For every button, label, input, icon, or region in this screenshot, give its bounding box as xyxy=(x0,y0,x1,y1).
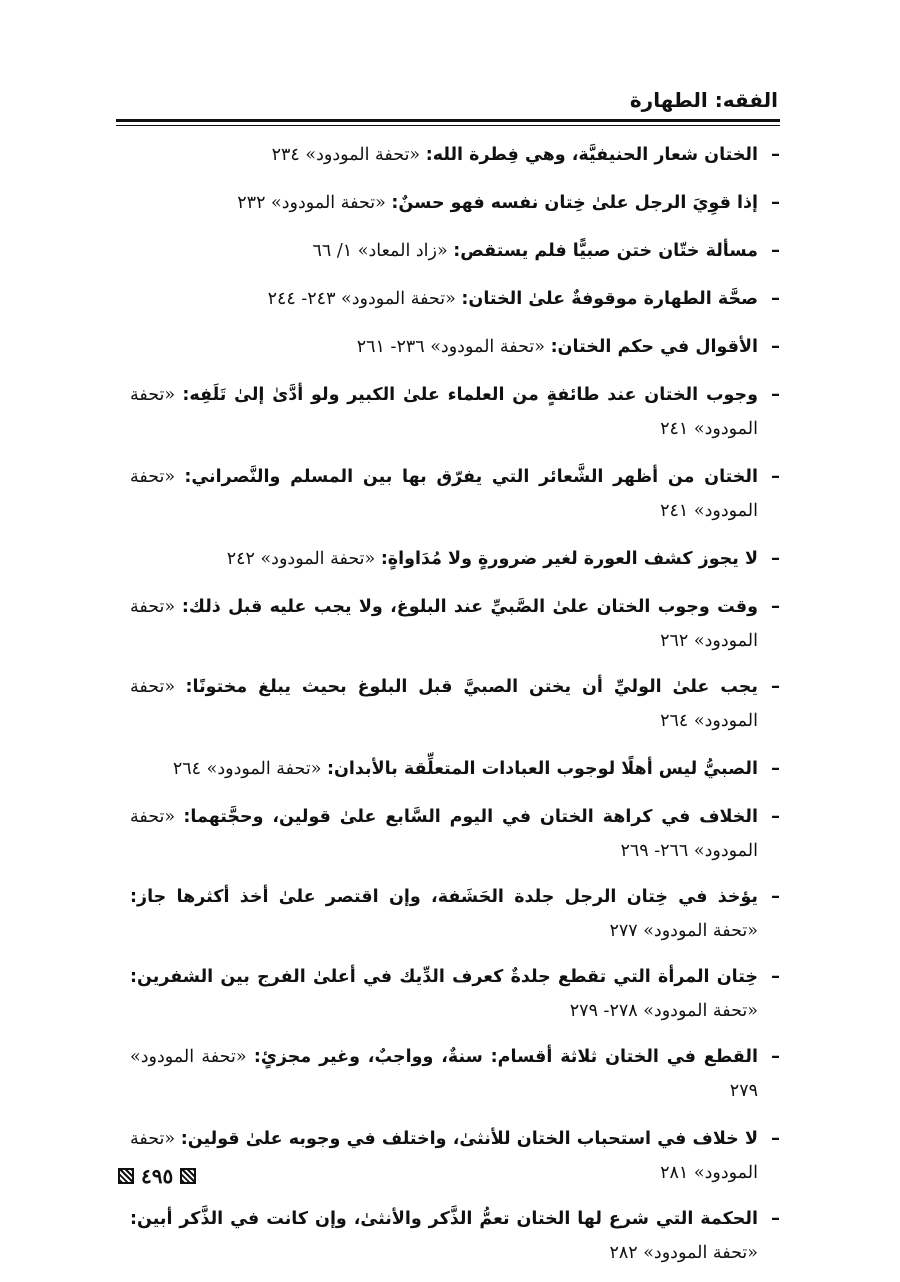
index-entry xyxy=(130,880,780,948)
ornament-icon xyxy=(180,1168,196,1184)
index-entry xyxy=(130,460,780,528)
entry-dash: – xyxy=(771,336,780,357)
index-entry xyxy=(130,330,780,364)
index-entry xyxy=(130,1122,780,1190)
entry-topic: يجب علىٰ الوليِّ أن يختن الصبيَّ قبل البلوغ بحيث يبلغ مختونًا: xyxy=(185,677,758,697)
entry-reference: «تحفة المودود» ٢٦٢ xyxy=(130,597,758,651)
entry-topic: الختان من أظهر الشَّعائر التي يفرّق بها بين المسلم والنَّصراني: xyxy=(184,467,758,487)
entry-reference: «تحفة المودود» ٢٤٣- ٢٤٤ xyxy=(267,289,456,309)
index-entry xyxy=(130,670,780,738)
header-rule-thick xyxy=(116,119,780,122)
entry-reference: «تحفة المودود» ٢٣٦- ٢٦١ xyxy=(356,337,545,357)
page-number: ٤٩٥ xyxy=(141,1164,174,1188)
entry-dash: – xyxy=(771,1128,780,1149)
entry-topic: لا خلاف في استحباب الختان للأنثىٰ، واختلف في وجوبه علىٰ قولين: xyxy=(180,1129,758,1149)
entry-dash: – xyxy=(771,384,780,405)
entry-dash: – xyxy=(771,966,780,987)
index-entry xyxy=(130,1202,780,1270)
index-entry xyxy=(130,1040,780,1108)
index-entry-list xyxy=(130,138,780,1282)
entry-reference: «تحفة المودود» ٢٦٦- ٢٦٩ xyxy=(130,807,758,861)
index-entry xyxy=(130,752,780,786)
entry-topic: الخلاف في كراهة الختان في اليوم السَّابع علىٰ قولين، وحجَّتهما: xyxy=(183,807,758,827)
entry-dash: – xyxy=(771,548,780,569)
index-entry xyxy=(130,186,780,220)
entry-topic: مسألة ختّان ختن صبيًّا فلم يستقص: xyxy=(453,241,758,261)
index-entry xyxy=(130,282,780,316)
entry-reference: «تحفة المودود» ٢٦٤ xyxy=(172,759,322,779)
entry-dash: – xyxy=(771,676,780,697)
entry-topic: خِتان المرأة التي تقطع جلدةٌ كعرف الدِّيك في أعلىٰ الفرج بين الشفرين: xyxy=(130,967,758,987)
entry-reference: «تحفة المودود» ٢٦٤ xyxy=(130,677,758,731)
entry-reference: «تحفة المودود» ٢٧٨- ٢٧٩ xyxy=(569,1001,758,1021)
entry-topic: إذا قوِيَ الرجل علىٰ خِتان نفسه فهو حسنٌ: xyxy=(391,193,758,213)
entry-dash: – xyxy=(771,1046,780,1067)
index-entry xyxy=(130,590,780,658)
entry-topic: الختان شعار الحنيفيَّة، وهي فِطرة الله: xyxy=(425,145,758,165)
entry-dash: – xyxy=(771,806,780,827)
index-entry xyxy=(130,800,780,868)
entry-topic: صحَّة الطهارة موقوفةٌ علىٰ الختان: xyxy=(461,289,758,309)
entry-topic: القطع في الختان ثلاثة أقسام: سنةٌ، وواجبٌ، وغير مجزئٍ: xyxy=(253,1047,758,1067)
entry-dash: – xyxy=(771,596,780,617)
entry-dash: – xyxy=(771,240,780,261)
entry-reference: «تحفة المودود» ٢٧٩ xyxy=(130,1047,758,1101)
entry-dash: – xyxy=(771,1208,780,1229)
entry-reference: «تحفة المودود» ٢٨١ xyxy=(130,1129,758,1183)
entry-topic: وقت وجوب الختان علىٰ الصَّبيِّ عند البلوغ، ولا يجب عليه قبل ذلك: xyxy=(181,597,758,617)
entry-dash: – xyxy=(771,886,780,907)
index-entry xyxy=(130,234,780,268)
entry-topic: وجوب الختان عند طائفةٍ من العلماء علىٰ الكبير ولو أدَّىٰ إلىٰ تَلَفِه: xyxy=(182,385,758,405)
entry-topic: لا يجوز كشف العورة لغير ضرورةٍ ولا مُدَاواةٍ: xyxy=(380,549,758,569)
index-entry xyxy=(130,542,780,576)
page-footer xyxy=(118,1164,196,1188)
entry-dash: – xyxy=(771,466,780,487)
entry-reference: «تحفة المودود» ٢٧٧ xyxy=(609,921,758,941)
page-header-title: الفقه: الطهارة xyxy=(629,88,778,112)
entry-reference: «زاد المعاد» ١/ ٦٦ xyxy=(312,241,448,261)
index-entry xyxy=(130,138,780,172)
entry-reference: «تحفة المودود» ٢٨٢ xyxy=(609,1243,758,1263)
entry-topic: الصبيُّ ليس أهلًا لوجوب العبادات المتعلِّقة بالأبدان: xyxy=(327,759,758,779)
entry-topic: يؤخذ في خِتان الرجل جلدة الحَشَفة، وإن اقتصر علىٰ أخذ أكثرها جاز: xyxy=(130,887,758,907)
header-rule-thin xyxy=(116,125,780,126)
entry-reference: «تحفة المودود» ٢٣٤ xyxy=(271,145,421,165)
entry-dash: – xyxy=(771,144,780,165)
entry-reference: «تحفة المودود» ٢٤١ xyxy=(130,467,758,521)
entry-topic: الأقوال في حكم الختان: xyxy=(550,337,758,357)
index-entry xyxy=(130,960,780,1028)
entry-dash: – xyxy=(771,288,780,309)
entry-reference: «تحفة المودود» ٢٣٢ xyxy=(237,193,386,213)
entry-dash: – xyxy=(771,192,780,213)
ornament-icon xyxy=(118,1168,134,1184)
entry-dash: – xyxy=(771,758,780,779)
index-entry xyxy=(130,378,780,446)
entry-reference: «تحفة المودود» ٢٤١ xyxy=(130,385,758,439)
entry-reference: «تحفة المودود» ٢٤٢ xyxy=(226,549,376,569)
entry-topic: الحكمة التي شرع لها الختان تعمُّ الذَّكر والأنثىٰ، وإن كانت في الذَّكر أبين: xyxy=(130,1209,758,1229)
